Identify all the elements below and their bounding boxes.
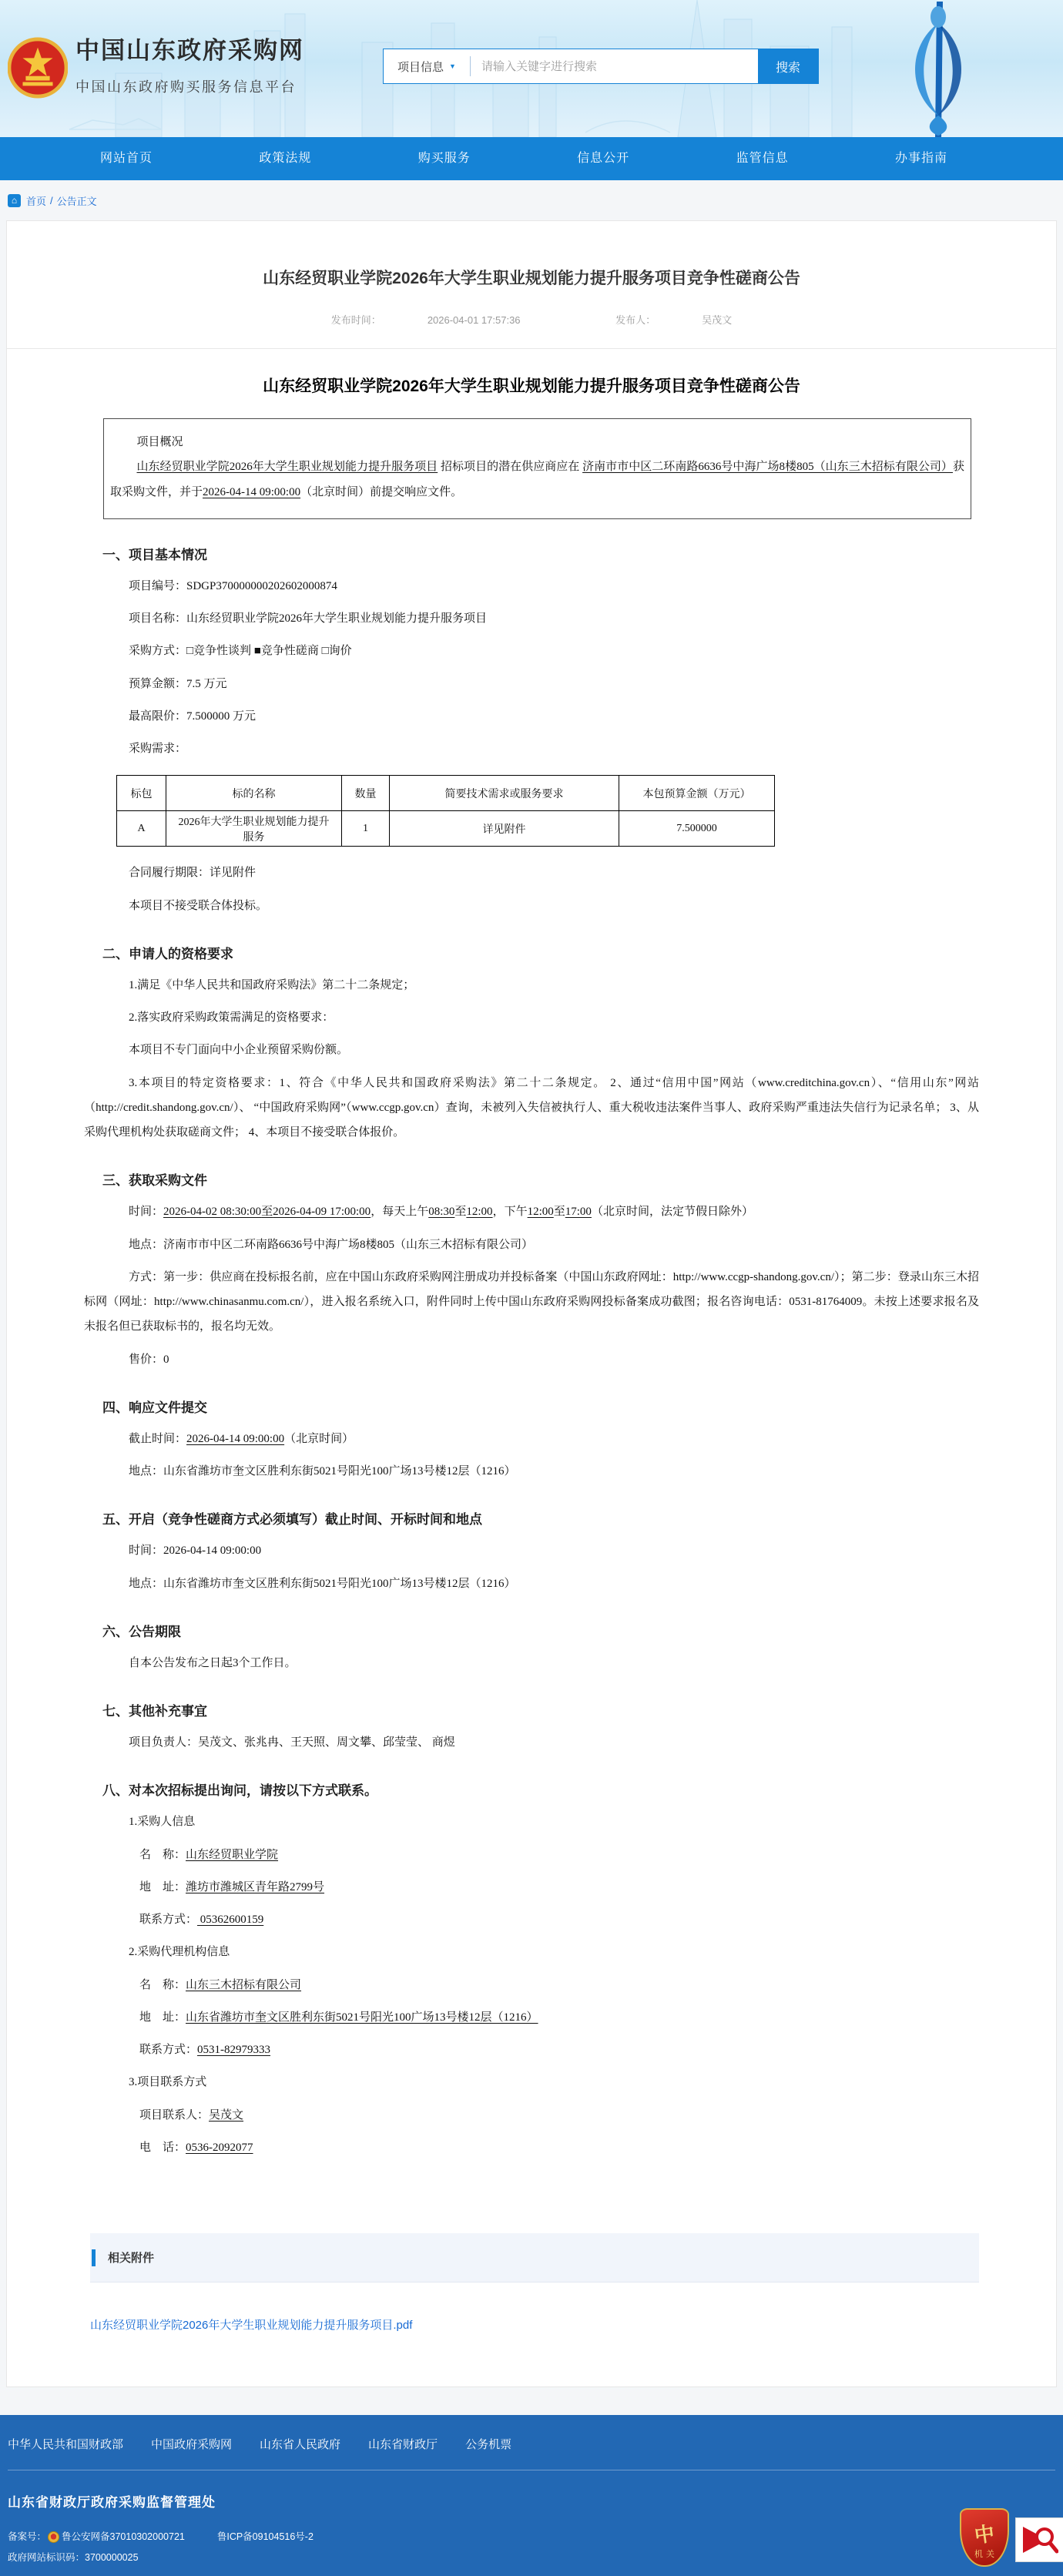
spring-sculpture-icon — [884, 0, 992, 137]
section-line — [84, 2005, 979, 2030]
underlined-text: 05362600159 — [197, 1914, 264, 1926]
underlined-text: 2026-04-14 09:00:00 — [203, 485, 301, 498]
footer-link[interactable]: 公务机票 — [465, 2438, 512, 2451]
table-header: 本包预算金额（万元） — [619, 776, 775, 811]
table-cell: A — [117, 811, 166, 847]
attachments-section — [90, 2233, 979, 2333]
section-line — [84, 1875, 979, 1900]
section-line — [84, 1265, 979, 1340]
publish-time-label: 发布时间： — [330, 314, 381, 326]
section-heading: 六、公告期限 — [102, 1624, 181, 1639]
home-icon: ⌂ — [8, 194, 21, 207]
table-header: 标的名称 — [166, 776, 342, 811]
text-segment: 招标项目的潜在供应商应在 — [438, 461, 583, 474]
section-line — [84, 606, 979, 631]
text-segment: 3.本项目的特定资格要求：1、符合《中华人民共和国政府采购法》第二十二条规定。 2、通过“信用中国”网站（www.creditchina.gov.cn）、“信用山东”网站（http://credit.shandong.gov.cn/）、 “中国政府采购网”（www.ccgp.gov.cn）查询，未被列入失信被执行人、重大税收违法案件当事人、政府采购严重违法失信行为记录名单； 3、从采购代理机构处获取磋商文件； 4、本项目不接受联合体报价。 — [84, 1076, 979, 1139]
announcement-document — [84, 418, 979, 2160]
section-line — [84, 1843, 979, 1867]
attachment-list — [90, 2283, 979, 2333]
attachment-link[interactable]: 山东经贸职业学院2026年大学生职业规划能力提升服务项目.pdf — [90, 2319, 413, 2332]
beian-police[interactable]: 鲁公安网备37010302000721 — [62, 2531, 185, 2542]
police-badge-icon — [48, 2531, 59, 2543]
text-segment: 方式：第一步：供应商在投标报名前，应在中国山东政府采购网注册成功并投标备案（中国山东政府网址：http://www.ccgp-shandong.gov.cn/）；第二步：登录山东三木招标网（网址：http://www.chinasanmu.com.cn/），进入报名系统入口，附件同时上传中国山东政府采购网投标备案成功截图；报名咨询电话：0531-81764009。未按上述要求报名及未报名但已获取标书的，报名均无效。 — [84, 1270, 979, 1333]
breadcrumb-current[interactable]: 公告正文 — [56, 195, 97, 207]
breadcrumb-separator: / — [50, 194, 53, 206]
section-heading: 三、获取采购文件 — [102, 1173, 207, 1189]
section-line — [84, 1730, 979, 1755]
publisher: 吴茂文 — [702, 314, 733, 326]
section-line — [84, 1940, 979, 1964]
search-category-select[interactable] — [384, 49, 470, 83]
section-heading: 七、其他补充事宜 — [102, 1704, 207, 1719]
page-title: 山东经贸职业学院2026年大学生职业规划能力提升服务项目竞争性磋商公告 — [263, 270, 800, 287]
section-line — [84, 1907, 979, 1932]
site-header — [0, 0, 1063, 137]
underlined-text: 2026-04-09 17:00:00 — [273, 1206, 371, 1219]
underlined-text: 吴茂文 — [209, 2108, 244, 2122]
table-row — [117, 811, 775, 847]
text-segment: ，下午 — [492, 1206, 528, 1219]
text-segment: 项目负责人：吴茂文、张兆冉、王天照、周文攀、邱莹莹、 商煜 — [129, 1736, 455, 1749]
section-line — [84, 1071, 979, 1145]
nav-item[interactable]: 购买服务 — [417, 152, 471, 165]
text-segment: 2.采购代理机构信息 — [129, 1946, 230, 1959]
chevron-down-icon: ▼ — [449, 62, 456, 70]
text-segment: 售价：0 — [129, 1353, 169, 1366]
text-segment: （北京时间，法定节假日除外） — [591, 1206, 753, 1219]
nav-item[interactable]: 网站首页 — [100, 152, 153, 165]
text-segment: （北京时间）前提交响应文件。 — [300, 485, 463, 498]
text-segment: 时间：2026-04-14 09:00:00 — [129, 1545, 262, 1558]
underlined-text: 山东省潍坊市奎文区胜利东街5021号阳光100广场13号楼12层（1216） — [186, 2011, 538, 2024]
find-error-icon — [1021, 2524, 1058, 2556]
section-line — [84, 1199, 979, 1224]
section-line — [84, 2103, 979, 2128]
section-line — [84, 1005, 979, 1030]
text-segment: 联系方式： — [139, 1914, 198, 1926]
section-line — [84, 1233, 979, 1257]
section-heading: 四、响应文件提交 — [102, 1400, 207, 1415]
section-line — [84, 736, 979, 761]
text-segment: 自本公告发布之日起3个工作日。 — [129, 1656, 297, 1669]
section-line — [84, 860, 979, 885]
table-header: 简要技术需求或服务要求 — [390, 776, 619, 811]
site-title: 中国山东政府采购网 — [75, 37, 304, 64]
search-input[interactable] — [471, 49, 758, 83]
text-segment: 合同履行期限：详见附件 — [129, 867, 257, 880]
text-segment: 至 — [454, 1206, 467, 1219]
text-segment: 本项目不接受联合体投标。 — [129, 899, 268, 912]
main-nav — [0, 137, 1063, 180]
text-segment: 截止时间： — [129, 1432, 187, 1445]
breadcrumb-home-link[interactable]: 首页 — [26, 195, 47, 207]
text-segment: 地点：山东省潍坊市奎文区胜利东街5021号阳光100广场13号楼12层（1216） — [129, 1577, 516, 1590]
footer-link[interactable]: 中国政府采购网 — [151, 2438, 233, 2451]
section-line — [84, 672, 979, 696]
table-header: 数量 — [342, 776, 390, 811]
section-line — [84, 973, 979, 998]
section-line — [84, 1973, 979, 1997]
text-segment: 电 话： — [139, 2141, 186, 2154]
text-segment: 时间： — [129, 1206, 164, 1219]
text-segment: 联系方式： — [139, 2044, 198, 2056]
nav-item[interactable]: 信息公开 — [577, 152, 630, 165]
overview-label: 项目概况 — [136, 436, 183, 448]
footer-site-code: 政府网站标识码：3700000025 — [8, 2552, 139, 2563]
accent-bar — [92, 2249, 96, 2266]
overview-text — [110, 454, 964, 505]
attachments-title: 相关附件 — [108, 2252, 155, 2265]
underlined-text: 08:30 — [428, 1206, 455, 1219]
underlined-text: 2026-04-02 08:30:00 — [163, 1206, 262, 1219]
text-segment: 1.采购人信息 — [129, 1816, 196, 1829]
nav-item[interactable]: 监管信息 — [736, 152, 789, 165]
text-segment: （北京时间） — [284, 1432, 354, 1445]
publisher-label: 发布人： — [615, 314, 656, 326]
section-line — [84, 1571, 979, 1596]
agency-badge-label: 机关 — [974, 2550, 998, 2559]
announcement-body — [84, 544, 979, 2160]
table-header: 标包 — [117, 776, 166, 811]
section-line — [84, 1651, 979, 1675]
article-card — [6, 220, 1057, 2387]
section-line — [84, 704, 979, 729]
search-bar — [383, 49, 819, 84]
text-segment: 本项目不专门面向中小企业预留采购份额。 — [129, 1044, 349, 1057]
section-line — [84, 1810, 979, 1834]
footer-link[interactable]: 山东省财政厅 — [368, 2438, 438, 2451]
text-segment: 采购方式：□竞争性谈判 ■竞争性磋商 □询价 — [129, 645, 352, 658]
text-segment: ，每天上午 — [371, 1206, 429, 1219]
requirements-table — [116, 775, 775, 847]
underlined-text: 2026-04-14 09:00:00 — [186, 1432, 285, 1445]
text-segment: 名 称： — [139, 1978, 186, 1991]
section-line — [84, 2070, 979, 2095]
underlined-text: 17:00 — [565, 1206, 592, 1219]
publish-time: 2026-04-01 17:57:36 — [427, 314, 521, 326]
footer-link[interactable]: 山东省人民政府 — [260, 2438, 341, 2451]
text-segment: 采购需求： — [129, 743, 187, 755]
nav-item[interactable]: 政策法规 — [259, 152, 312, 165]
agency-badge-glyph: 中 — [973, 2521, 996, 2547]
section-line — [84, 1459, 979, 1484]
section-line — [84, 1427, 979, 1451]
section-line — [84, 574, 979, 599]
text-segment: 地点：山东省潍坊市奎文区胜利东街5021号阳光100广场13号楼12层（1216） — [129, 1465, 516, 1478]
site-subtitle: 中国山东政府购买服务信息平台 — [75, 79, 297, 95]
text-segment: 3.项目联系方式 — [129, 2076, 207, 2089]
underlined-text: 12:00 — [466, 1206, 493, 1219]
text-segment: 最高限价：7.500000 万元 — [129, 709, 257, 723]
section-heading: 一、项目基本情况 — [102, 547, 207, 562]
section-line — [84, 1038, 979, 1062]
section-heading: 八、对本次招标提出询问，请按以下方式联系。 — [102, 1783, 377, 1799]
footer-links — [8, 2415, 1055, 2452]
text-segment: 获取采购文件，并于 — [110, 461, 964, 498]
footer-beian-row — [8, 2529, 1055, 2543]
underlined-text: 0531-82979333 — [197, 2044, 271, 2056]
section-line — [84, 1347, 979, 1372]
underlined-text: 山东经贸职业学院2026年大学生职业规划能力提升服务项目 — [136, 461, 438, 474]
text-segment: 地 址： — [139, 1880, 186, 1893]
project-overview-box — [103, 418, 971, 519]
site-footer — [0, 2415, 1063, 2576]
text-segment: 名 称： — [139, 1848, 186, 1861]
attachments-header — [90, 2233, 979, 2283]
underlined-text: 山东三木招标有限公司 — [186, 1978, 302, 1991]
footer-department: 山东省财政厅政府采购监督管理处 — [8, 2495, 216, 2510]
beian-icp[interactable]: 鲁ICP备09104516号-2 — [216, 2531, 314, 2542]
text-segment: 1.满足《中华人民共和国政府采购法》第二十二条规定； — [129, 978, 415, 991]
section-line — [84, 2135, 979, 2160]
section-heading: 五、开启（竞争性磋商方式必须填写）截止时间、开标时间和地点 — [102, 1512, 482, 1528]
table-cell: 详见附件 — [390, 811, 619, 847]
meta-divider — [7, 348, 1056, 349]
national-emblem-icon — [8, 37, 68, 99]
text-segment: 至 — [553, 1206, 565, 1219]
underlined-text: 山东经贸职业学院 — [186, 1848, 279, 1861]
nav-item[interactable]: 办事指南 — [894, 152, 947, 165]
error-report-badge[interactable] — [1015, 2517, 1063, 2562]
section-line — [84, 894, 979, 918]
underlined-text: 济南市市中区二环南路6636号中海广场8楼805（山东三木招标有限公司） — [582, 461, 953, 474]
search-category-label: 项目信息 — [397, 60, 444, 74]
search-button[interactable]: 搜索 — [758, 49, 818, 83]
footer-link[interactable]: 中华人民共和国财政部 — [8, 2438, 124, 2451]
text-segment: 项目编号：SDGP370000000202602000874 — [129, 579, 337, 592]
underlined-text: 潍坊市潍城区青年路2799号 — [186, 1880, 325, 1893]
article-meta — [7, 312, 1056, 327]
section-line — [84, 639, 979, 663]
underlined-text: 12:00 — [527, 1206, 554, 1219]
table-cell: 2026年大学生职业规划能力提升服务 — [166, 811, 342, 847]
text-segment: 项目名称：山东经贸职业学院2026年大学生职业规划能力提升服务项目 — [129, 612, 488, 625]
nav-menu — [0, 137, 1063, 180]
beian-label: 备案号： — [8, 2531, 47, 2542]
underlined-text: 0536-2092077 — [186, 2141, 253, 2154]
text-segment: 2.落实政府采购政策需满足的资格要求： — [129, 1011, 334, 1024]
text-segment: 项目联系人： — [139, 2108, 210, 2122]
table-cell: 7.500000 — [619, 811, 775, 847]
section-line — [84, 2038, 979, 2062]
text-segment: 地点：济南市市中区二环南路6636号中海广场8楼805（山东三木招标有限公司） — [129, 1238, 534, 1251]
table-cell: 1 — [342, 811, 390, 847]
section-heading: 二、申请人的资格要求 — [102, 946, 233, 961]
section-line — [84, 1538, 979, 1563]
announcement-title: 山东经贸职业学院2026年大学生职业规划能力提升服务项目竞争性磋商公告 — [263, 377, 800, 395]
breadcrumb — [0, 180, 1063, 220]
text-segment: 预算金额：7.5 万元 — [129, 677, 227, 690]
text-segment: 地 址： — [139, 2011, 186, 2024]
underlined-text: 至 — [261, 1206, 273, 1219]
